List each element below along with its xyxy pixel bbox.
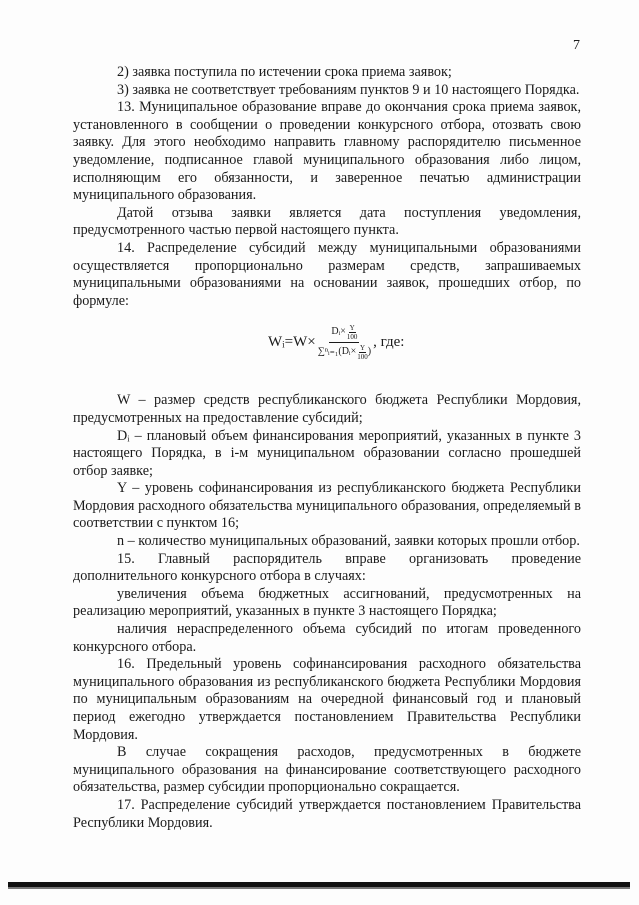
paragraph-15-case-1: увеличения объема бюджетных ассигнований, предусмотренных на реализацию мероприятий, указанных в пункте 3 настоящего Порядка; [73, 585, 581, 620]
definition-w: W – размер средств республиканского бюджета Республики Мордовия, предусмотренных на предоставление субсидий; [73, 392, 581, 426]
paragraph-16: 16. Предельный уровень софинансирования расходного обязательства муниципального образования из республиканского бюджета Республики Мордовия по муниципальным образованиям на очередной финансовый год и плановый период ежегодно утверждается постановлением Правительства Республики Мордовия. [73, 656, 581, 743]
formula-fraction [318, 324, 371, 361]
definition-n: n – количество муниципальных образований, заявки которых прошли отбор. [117, 533, 580, 550]
distribution-formula [73, 316, 581, 374]
paragraph-15-case-2: наличия нераспределенного объема субсидий по итогам проведенного конкурсного отбора. [73, 621, 581, 655]
paragraph-13: 13. Муниципальное образование вправе до окончания срока приема заявок, установленного в сообщении о проведении конкурсного отбора, отозвать свою заявку. Для этого необходимо направить главному распорядителю письменное уведомление, подписанное главой муниципального образования либо лицом, исполняющим его обязанности, и заверенное печатью администрации муниципального образования. [73, 99, 581, 204]
formula-spacing [73, 374, 581, 392]
paragraph-15: 15. Главный распорядитель вправе организовать проведение дополнительного конкурсного отбора в случаях: [73, 550, 581, 585]
formula-num-ratio [347, 324, 358, 341]
formula-num-100: 100 [346, 332, 358, 341]
formula-numerator [329, 324, 359, 343]
paragraph-17: 17. Распределение субсидий утверждается постановлением Правительства Республики Мордовия. [73, 796, 581, 831]
document-body [73, 64, 581, 832]
formula-num-d: Dᵢ× [331, 326, 346, 338]
paragraph-14: 14. Распределение субсидий между муниципальными образованиями осуществляется пропорционально размерам средств, запрашиваемых муниципальными образованиями на основании заявок, прошедших отбор, по формуле: [73, 239, 581, 309]
formula-den-sum: ∑ⁿᵢ₌₁(Dᵢ× [317, 346, 357, 358]
formula-suffix: , где: [373, 333, 405, 350]
formula-den-close: ) [367, 346, 372, 358]
page-number: 7 [573, 38, 580, 53]
formula-den-ratio [357, 344, 368, 361]
definition-d: Dᵢ – плановый объем финансирования мероприятий, указанных в пункте 3 настоящего Порядка, в i-м муниципальном образовании согласно прошедшей отбор заявке; [73, 427, 581, 479]
formula-num-y: Y [349, 323, 355, 332]
paragraph-16-reduction: В случае сокращения расходов, предусмотренных в бюджете муниципального образования на финансирование соответствующего расходного обязательства, размер субсидии пропорционально сокращается. [73, 744, 581, 796]
paragraph-13-recall-date: Датой отзыва заявки является дата поступления уведомления, предусмотренного частью первой настоящего пункта. [73, 204, 581, 239]
definition-y: Y – уровень софинансирования из республиканского бюджета Республики Мордовия расходного обязательства муниципального образования, определяемый в соответствии с пунктом 16; [73, 480, 581, 532]
formula-denominator [318, 343, 371, 361]
formula-den-y: Y [359, 343, 365, 352]
list-item-3: 3) заявка не соответствует требованиям пунктов 9 и 10 настоящего Порядка. [117, 81, 580, 98]
formula-lhs: Wᵢ=W× [268, 333, 316, 350]
scan-bottom-shadow [8, 887, 630, 889]
formula-den-100: 100 [357, 352, 368, 361]
list-item-2: 2) заявка поступила по истечении срока приема заявок; [117, 64, 452, 80]
